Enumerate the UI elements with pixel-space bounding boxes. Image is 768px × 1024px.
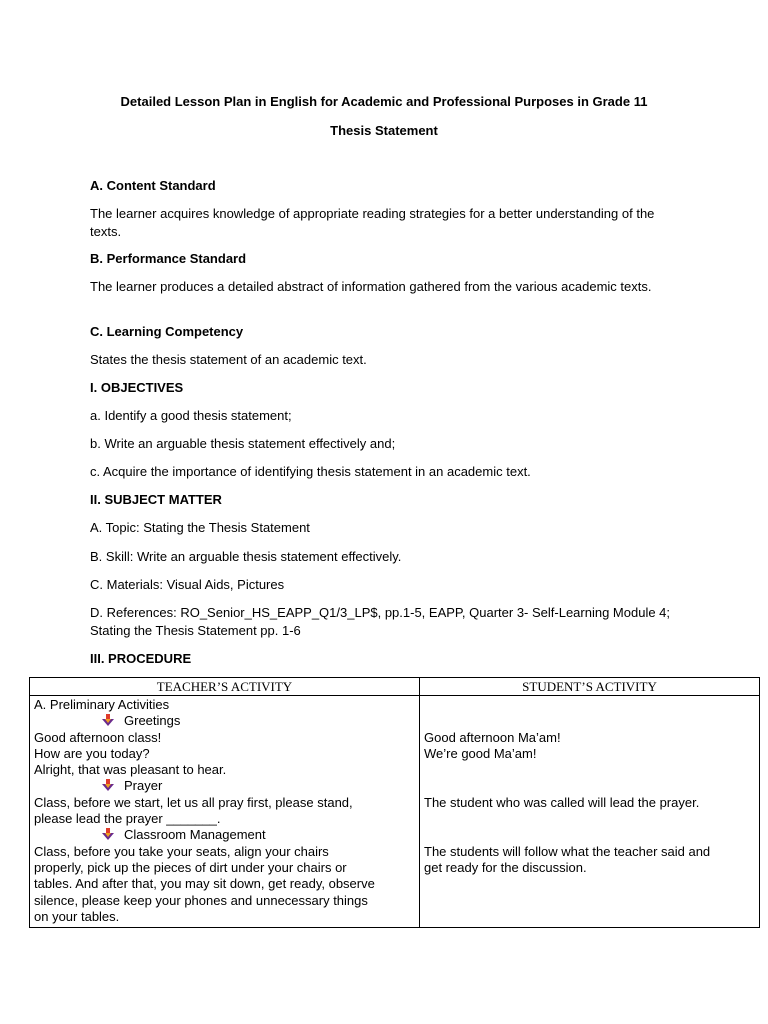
teacher-line: Good afternoon class! <box>34 729 162 745</box>
table-row <box>30 696 760 928</box>
teacher-line: Class, before we start, let us all pray first, please stand, <box>34 794 353 810</box>
arrow-bullet-icon <box>102 714 114 726</box>
procedure-heading: III. PROCEDURE <box>90 651 192 666</box>
activity-bullet <box>34 827 415 843</box>
student-line <box>424 778 755 794</box>
teacher-line: A. Preliminary Activities <box>34 697 170 712</box>
student-line: The student who was called will lead the prayer. <box>424 794 700 810</box>
student-activity-header: STUDENT’S ACTIVITY <box>420 678 760 696</box>
objective-item: a. Identify a good thesis statement; <box>90 408 292 423</box>
procedure-table <box>29 677 760 928</box>
subject-matter-item: B. Skill: Write an arguable thesis statement effectively. <box>90 549 402 564</box>
teacher-line: properly, pick up the pieces of dirt under your chairs or <box>34 859 347 875</box>
teacher-activity-header: TEACHER’S ACTIVITY <box>30 678 420 696</box>
table-header-row <box>30 678 760 696</box>
bullet-label: Prayer <box>124 778 163 794</box>
teacher-line: please lead the prayer _______. <box>34 811 221 827</box>
student-line <box>424 876 755 892</box>
student-line <box>424 713 755 729</box>
performance-standard-heading: B. Performance Standard <box>90 251 247 266</box>
subject-matter-item: C. Materials: Visual Aids, Pictures <box>90 577 285 592</box>
activity-bullet <box>34 713 415 729</box>
activity-bullet <box>34 778 415 794</box>
subject-matter-item: A. Topic: Stating the Thesis Statement <box>90 520 310 535</box>
teacher-line: Alright, that was pleasant to hear. <box>34 762 227 778</box>
bullet-label: Classroom Management <box>124 827 266 843</box>
student-line <box>424 827 755 843</box>
student-activity-cell <box>420 696 760 928</box>
student-line: Good afternoon Ma’am! <box>424 729 561 745</box>
arrow-bullet-icon <box>102 828 114 840</box>
arrow-bullet-icon <box>102 779 114 791</box>
content-standard-text: The learner acquires knowledge of appropriate reading strategies for a better understanding of the texts. <box>90 206 655 239</box>
teacher-line: on your tables. <box>34 908 120 924</box>
document-subtitle: Thesis Statement <box>330 123 438 138</box>
document-title: Detailed Lesson Plan in English for Academic and Professional Purposes in Grade 11 <box>120 94 648 109</box>
teacher-line: Class, before you take your seats, align your chairs <box>34 843 329 859</box>
student-line <box>424 697 755 713</box>
teacher-activity-cell <box>30 696 420 928</box>
student-line <box>424 909 755 925</box>
student-line: We’re good Ma’am! <box>424 745 537 761</box>
objectives-heading: I. OBJECTIVES <box>90 380 184 395</box>
bullet-label: Greetings <box>124 713 181 729</box>
student-line <box>424 762 755 778</box>
teacher-line: tables. And after that, you may sit down, get ready, observe <box>34 876 375 892</box>
student-line <box>424 893 755 909</box>
teacher-line: silence, please keep your phones and unnecessary things <box>34 892 368 908</box>
learning-competency-heading: C. Learning Competency <box>90 324 244 339</box>
content-standard-heading: A. Content Standard <box>90 178 216 193</box>
teacher-line: How are you today? <box>34 745 150 761</box>
performance-standard-text: The learner produces a detailed abstract of information gathered from the various academic texts. <box>90 279 652 294</box>
subject-matter-heading: II. SUBJECT MATTER <box>90 492 222 507</box>
student-line <box>424 811 755 827</box>
objective-item: c. Acquire the importance of identifying thesis statement in an academic text. <box>90 464 531 479</box>
learning-competency-text: States the thesis statement of an academic text. <box>90 352 367 367</box>
subject-matter-item: D. References: RO_Senior_HS_EAPP_Q1/3_LP$, pp.1-5, EAPP, Quarter 3- Self-Learning Module 4; Stating the Thesis Statement pp. 1-6 <box>90 605 671 638</box>
objective-item: b. Write an arguable thesis statement effectively and; <box>90 436 396 451</box>
student-line: The students will follow what the teacher said and <box>424 843 711 859</box>
student-line: get ready for the discussion. <box>424 859 587 875</box>
